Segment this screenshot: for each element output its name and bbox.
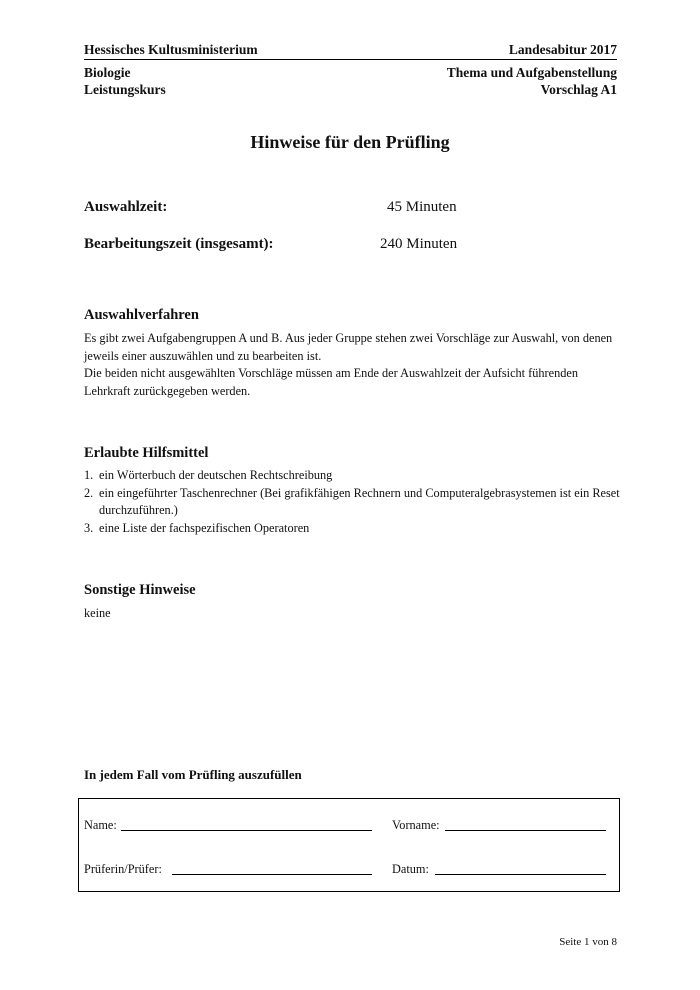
selection-time-label: Auswahlzeit:: [84, 199, 168, 215]
work-time-label: Bearbeitungszeit (insgesamt):: [84, 236, 274, 252]
selection-procedure-heading: Auswahlverfahren: [84, 307, 199, 323]
student-info-form: [78, 798, 620, 892]
topic: Thema und Aufgabenstellung: [446, 65, 617, 80]
name-field[interactable]: [121, 830, 372, 831]
list-item-text: eine Liste der fachspezifischen Operatoren: [99, 520, 310, 535]
ministry-name: Hessisches Kultusministerium: [84, 42, 258, 57]
date-label: Datum:: [392, 862, 429, 876]
page-title: Hinweise für den Prüfling: [250, 132, 450, 152]
form-heading: In jedem Fall vom Prüfling auszufüllen: [84, 767, 302, 782]
date-field[interactable]: [435, 874, 606, 875]
firstname-field[interactable]: [445, 830, 606, 831]
aids-heading: Erlaubte Hilfsmittel: [84, 445, 209, 461]
other-notes-text: keine: [84, 606, 111, 620]
work-time-value: 240 Minuten: [380, 236, 458, 252]
list-item: [84, 467, 624, 485]
exam-name: Landesabitur 2017: [508, 42, 617, 57]
examiner-label: Prüferin/Prüfer:: [84, 862, 162, 876]
examiner-field[interactable]: [172, 874, 372, 875]
list-item: [84, 485, 624, 520]
course: Leistungskurs: [84, 82, 166, 97]
other-notes-heading: Sonstige Hinweise: [84, 582, 196, 598]
list-item-number: 2.: [84, 485, 94, 500]
name-label: Name:: [84, 818, 117, 832]
selection-procedure-paragraph-2: Die beiden nicht ausgewählten Vorschläge müssen am Ende der Auswahlzeit der Aufsicht führenden Lehrkraft zurückgegeben werden.: [84, 366, 579, 398]
firstname-label: Vorname:: [392, 818, 440, 832]
header-rule: [84, 59, 617, 60]
selection-time-value: 45 Minuten: [387, 199, 457, 215]
list-item: [84, 520, 624, 538]
list-item-number: 1.: [84, 468, 94, 482]
proposal: Vorschlag A1: [540, 82, 617, 97]
list-item-text: ein eingeführter Taschenrechner (Bei grafikfähigen Rechnern und Computeralgebrasystemen ist ein Reset durchzuführen.): [99, 485, 620, 517]
list-item-number: 3.: [84, 520, 94, 535]
selection-procedure-text: [84, 330, 624, 400]
selection-procedure-paragraph-1: Es gibt zwei Aufgabengruppen A und B. Aus jeder Gruppe stehen zwei Vorschläge zur Auswahl, von denen jeweils einer auszuwählen und zu bearbeiten ist.: [84, 331, 613, 363]
subject: Biologie: [84, 65, 131, 80]
page-number: Seite 1 von 8: [559, 936, 617, 948]
aids-list: [84, 467, 624, 537]
list-item-text: ein Wörterbuch der deutschen Rechtschreibung: [99, 468, 333, 482]
